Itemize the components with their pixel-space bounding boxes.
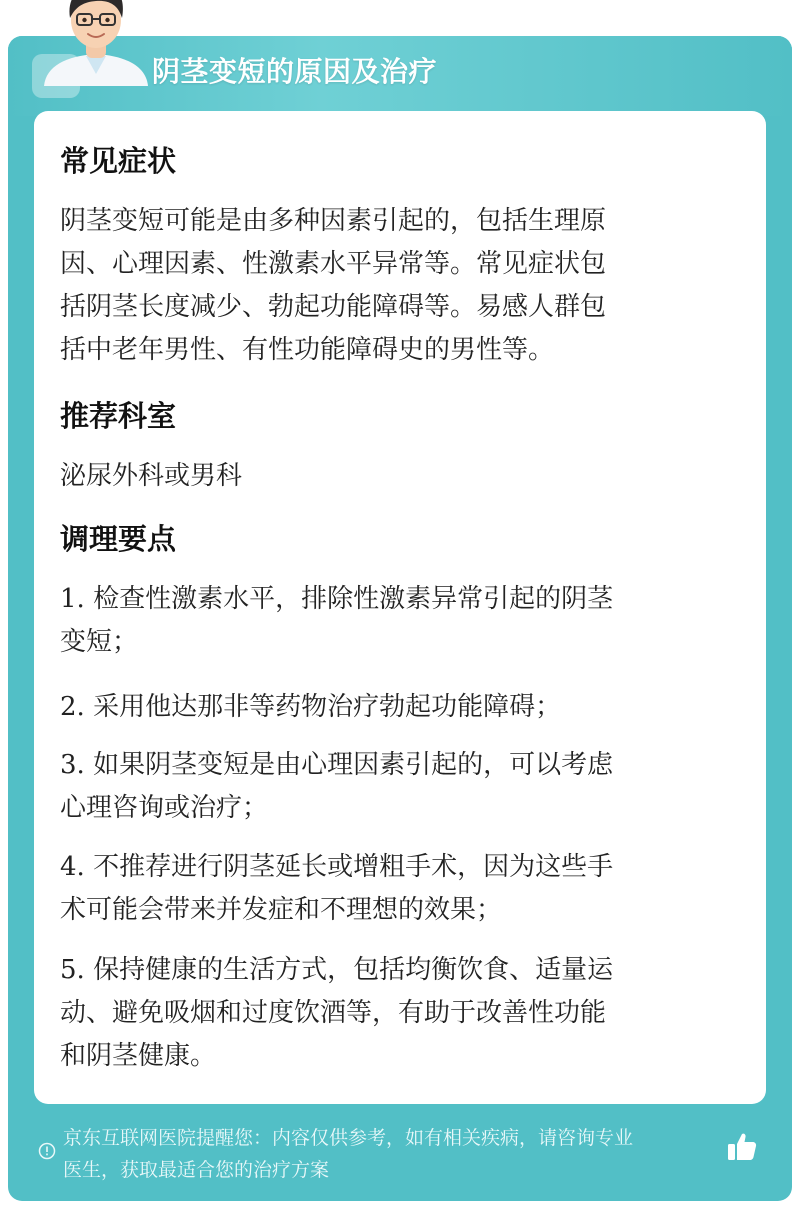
care-item-2 bbox=[60, 686, 740, 729]
disclaimer-line: 医生，获取最适合您的治疗方案 bbox=[63, 1159, 330, 1181]
care-item-line: 术可能会带来并发症和不理想的效果； bbox=[60, 895, 503, 925]
care-item-1 bbox=[60, 578, 740, 664]
symptoms-line: 括中老年男性、有性功能障碍史的男性等。 bbox=[60, 335, 555, 365]
department-text: 泌尿外科或男科 bbox=[60, 461, 243, 491]
care-item-4 bbox=[60, 846, 740, 932]
section-title-department: 推荐科室 bbox=[60, 399, 177, 433]
care-item-line: 不推荐进行阴茎延长或增粗手术，因为这些手 bbox=[93, 852, 614, 882]
care-item-number: 3. bbox=[60, 750, 85, 780]
care-item-line: 动、避免吸烟和过度饮酒等，有助于改善性功能 bbox=[60, 998, 607, 1028]
content-panel bbox=[34, 111, 766, 1104]
symptoms-line: 阴茎变短可能是由多种因素引起的，包括生理原 bbox=[60, 206, 607, 236]
care-item-5 bbox=[60, 949, 740, 1078]
thumbs-up-icon[interactable] bbox=[725, 1130, 759, 1164]
disclaimer-line: 京东互联网医院提醒您：内容仅供参考，如有相关疾病，请咨询专业 bbox=[63, 1127, 634, 1149]
care-item-line: 如果阴茎变短是由心理因素引起的，可以考虑 bbox=[93, 750, 614, 780]
doctor-avatar bbox=[36, 0, 156, 86]
care-item-line: 心理咨询或治疗； bbox=[60, 793, 269, 823]
care-item-line: 检查性激素水平，排除性激素异常引起的阴茎 bbox=[93, 584, 614, 614]
page-title: 阴茎变短的原因及治疗 bbox=[152, 55, 438, 88]
care-item-number: 2. bbox=[60, 692, 85, 722]
symptoms-text bbox=[60, 200, 740, 372]
care-item-number: 1. bbox=[60, 584, 85, 614]
section-title-care: 调理要点 bbox=[60, 522, 177, 556]
care-item-line: 采用他达那非等药物治疗勃起功能障碍； bbox=[93, 692, 562, 722]
article-card bbox=[8, 36, 792, 1201]
care-item-number: 4. bbox=[60, 852, 85, 882]
care-item-number: 5. bbox=[60, 955, 85, 985]
info-icon bbox=[38, 1142, 56, 1160]
care-item-line: 变短； bbox=[60, 627, 139, 657]
section-title-symptoms: 常见症状 bbox=[60, 144, 177, 178]
care-item-line: 和阴茎健康。 bbox=[60, 1041, 217, 1071]
disclaimer-text bbox=[63, 1122, 727, 1186]
symptoms-line: 因、心理因素、性激素水平异常等。常见症状包 bbox=[60, 249, 607, 279]
symptoms-line: 括阴茎长度减少、勃起功能障碍等。易感人群包 bbox=[60, 292, 607, 322]
care-item-line: 保持健康的生活方式，包括均衡饮食、适量运 bbox=[93, 955, 614, 985]
care-item-3 bbox=[60, 744, 740, 830]
